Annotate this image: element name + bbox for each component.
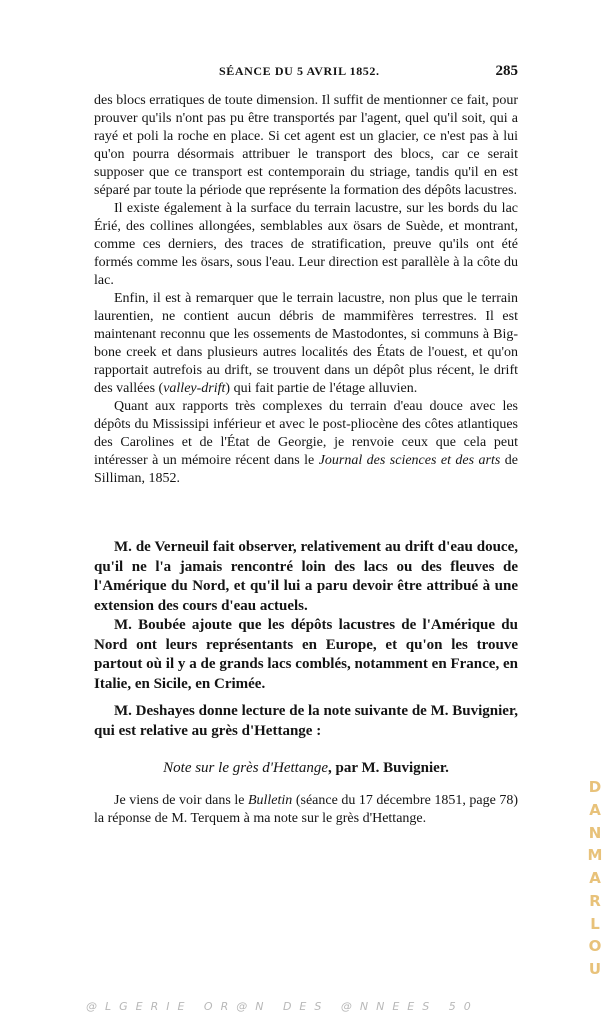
paragraph-boubee: M. Boubée ajoute que les dépôts lacustres de l'Amérique du Nord ont leurs représentants en Europe, et qu'on les trouve partout où il y a de grands lacs comblés, notamment en France, en Italie, en Sicile, en Crimée. [94, 617, 518, 692]
italic-term: valley-drift [163, 381, 226, 396]
italic-bulletin: Bulletin [247, 793, 293, 808]
paragraph-mammals [94, 290, 518, 398]
paragraph-text: Je viens de voir dans le [114, 793, 248, 808]
watermark-bottom: @LGERIE OR@N DES @NNEES 50 [86, 1000, 479, 1013]
paragraph-text: ) qui fait partie de l'étage alluvien. [225, 381, 418, 396]
paragraph-mississipi [94, 398, 518, 488]
paragraph-text: Quant aux rapports très complexes du terrain d'eau douce avec les dépôts du Mississipi inférieur et avec le post-pliocène des côtes atlantiques des Carolines et de l'État de Georgie, je renvoie ceux que cela peut intéresser à un mémoire récent dans le [94, 399, 518, 468]
paragraph-verneuil: M. de Verneuil fait observer, relativement au drift d'eau douce, qu'il ne l'a jamais rencontré loin des lacs ou des fleuves de l'Amérique du Nord, et qu'il lui a paru devoir être attribué à une extension des cours d'eau actuels. [94, 539, 518, 614]
watermark-letter: M [587, 846, 603, 865]
body-text-section-1 [94, 92, 518, 488]
page-number: 285 [495, 63, 518, 79]
paragraph-continuation: des blocs erratiques de toute dimension. Il suffit de mentionner ce fait, pour prouver qu'ils n'ont pas pu être transportés par l'agent, quel qu'il soit, qui a rayé et poli la roche en place. Si cet agent est un glacier, ce n'est pas à lui qu'on pourra désormais attribuer le transport des blocs, car ce serait supposer que ce transport est contemporain du striage, tandis qu'il en est séparé par toute la période que représente la formation des dépôts lacustres. [94, 93, 518, 198]
watermark-letter: O [588, 937, 602, 956]
note-title-italic: Note sur le grès d'Hettange [163, 760, 328, 776]
running-head: SÉANCE DU 5 AVRIL 1852. [219, 64, 380, 78]
watermark-letter: A [589, 800, 601, 819]
body-text-section-3 [94, 792, 518, 828]
watermark-letter: A [589, 869, 601, 887]
paragraph-deshayes: M. Deshayes donne lecture de la note suivante de M. Buvignier, qui est relative au grès d'Hettange : [94, 703, 518, 739]
watermark-letter: U [588, 960, 602, 978]
paragraph-text: Enfin, il est à remarquer que le terrain lacustre, non plus que le terrain laurentien, ne contient aucun débris de mammifères terrestres. Il est maintenant reconnu que les ossements de Mastodontes, si communs à Big-bone creek et dans plusieurs autres localités des États de l'ouest, et qu'on rapportait autrefois au drift, se trouvent dans un dépôt plus récent, le drift des vallées ( [94, 291, 518, 396]
paragraph-lake-erie: Il existe également à la surface du terrain lacustre, sur les bords du lac Érié, des collines allongées, semblables aux ösars de Suède, et montrant, comme ces derniers, des traces de stratification, preuve qu'ils ont été formés comme les ösars, sous l'eau. Leur direction est parallèle à la côte du lac. [94, 201, 518, 288]
watermark-vertical [580, 778, 610, 978]
page-header [94, 64, 518, 84]
watermark-letter: L [590, 914, 600, 933]
paragraph-text: (séance du 17 décembre 1851, page 78) la réponse de M. Terquem à ma note sur le grès d'Hettange. [94, 793, 519, 826]
paragraph-bulletin [94, 792, 518, 828]
body-text-section-2 [94, 538, 518, 741]
paragraph-text: de Silliman, 1852. [94, 453, 518, 486]
watermark-letter: N [588, 823, 602, 842]
watermark-letter: D [588, 778, 602, 796]
note-title-author: , par M. Buvignier. [328, 760, 449, 776]
italic-journal-title: Journal des sciences et des arts [318, 453, 501, 468]
note-title [94, 760, 518, 777]
watermark-letter: R [589, 891, 601, 910]
